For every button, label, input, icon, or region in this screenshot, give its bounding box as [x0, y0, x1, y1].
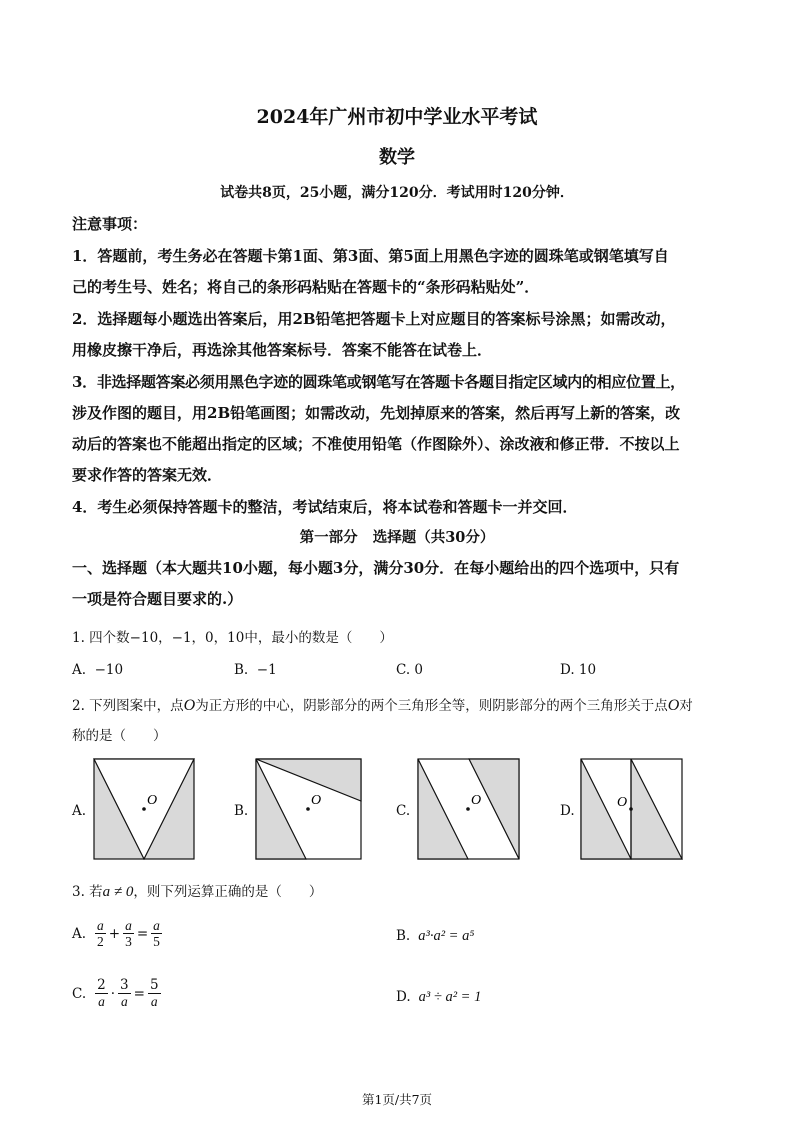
q2-var-o: O	[183, 697, 196, 714]
q3-text-b: ，则下列运算正确的是（ ）	[133, 884, 323, 900]
q2-c-point-label: O	[471, 793, 482, 808]
q2-d-center-point	[629, 807, 633, 811]
q1-prefix: 1. 四个数	[72, 630, 130, 646]
q3-c-frac-2	[118, 978, 131, 1009]
q3-c-den-2: a	[120, 994, 128, 1009]
q3-option-d-expr: a³ ÷ a² = 1	[418, 989, 482, 1005]
q3-option-b-label: B.	[396, 928, 411, 944]
question-2-stem-line-2: 称的是（ ）	[72, 728, 167, 744]
note-1-line-2: 己的考生号、姓名；将自己的条形码粘贴在答题卡的“条形码粘贴处”．	[72, 278, 540, 296]
section-instruction-line-1: 一、选择题（本大题共10小题，每小题3分，满分30分．在每小题给出的四个选项中，只有	[72, 559, 680, 577]
q3-c-den-3: a	[150, 994, 158, 1009]
q1-option-b: B. −1	[234, 662, 277, 678]
q2-figure-d	[580, 758, 684, 860]
q3-a-den-2: 3	[125, 934, 132, 949]
q3-option-a	[72, 918, 163, 949]
q2-d-point-label: O	[617, 795, 628, 810]
q3-a-den-3: 5	[153, 934, 160, 949]
q3-option-c	[72, 978, 162, 1009]
q3-a-frac-3	[151, 918, 162, 949]
q2-figure-c	[417, 758, 521, 860]
q2-a-center-point	[142, 807, 146, 811]
section-instruction-line-2: 一项是符合题目要求的.）	[72, 590, 243, 608]
q2-b-point-label: O	[311, 793, 322, 808]
q3-option-b-expr: a³·a² = a⁵	[418, 928, 475, 944]
q3-c-num-1: 2	[97, 977, 106, 993]
q3-c-equals: =	[133, 985, 145, 1002]
q3-c-frac-3	[148, 978, 161, 1009]
notes-heading: 注意事项：	[72, 215, 148, 233]
q3-a-den-1: 2	[97, 934, 104, 949]
q2-text-b: 为正方形的中心，阴影部分的两个三角形全等，则阴影部分的两个三角形关于点	[195, 698, 668, 714]
q1-numbers: −10，−1，0，10	[129, 630, 245, 646]
note-3-line-1: 3．非选择题答案必须用黑色字迹的圆珠笔或钢笔写在答题卡各题目指定区域内的相应位置上，	[72, 373, 685, 391]
q2-b-center-point	[306, 807, 310, 811]
q3-c-den-1: a	[98, 994, 105, 1009]
q2-option-c-label: C.	[396, 803, 411, 819]
q3-a-plus: +	[108, 925, 121, 942]
q3-option-c-label: C.	[72, 985, 87, 1002]
q1-suffix: 中，最小的数是（ ）	[244, 630, 393, 646]
q3-a-num-2: a	[125, 918, 132, 933]
q3-option-a-label: A.	[72, 925, 87, 942]
q1-option-c: C. 0	[396, 662, 424, 678]
q2-var-o-2: O	[667, 697, 680, 714]
part1-heading: 第一部分 选择题（共30分）	[299, 529, 495, 546]
q3-c-num-3: 5	[149, 977, 159, 993]
q1-option-d: D. 10	[560, 662, 597, 678]
question-1-stem	[72, 626, 393, 646]
exam-title: 2024年广州市初中学业水平考试	[256, 106, 538, 128]
q2-a-point-label: O	[147, 793, 158, 808]
note-3-line-4: 要求作答的答案无效．	[72, 466, 223, 484]
q3-a-num-1: a	[97, 918, 104, 933]
q3-a-frac-1	[95, 918, 106, 949]
q1-option-a: A. −10	[72, 662, 124, 678]
q3-text-a: 3. 若	[72, 884, 103, 900]
exam-subject: 数学	[379, 147, 415, 168]
q2-figure-a	[93, 758, 195, 860]
q2-option-d-label: D.	[560, 803, 575, 819]
q2-c-center-point	[466, 807, 470, 811]
note-2-line-1: 2．选择题每小题选出答案后，用2B铅笔把答题卡上对应题目的答案标号涂黑；如需改动，	[72, 310, 676, 328]
note-4-line-1: 4．考生必须保持答题卡的整洁，考试结束后，将本试卷和答题卡一并交回．	[72, 498, 578, 516]
q3-a-num-3: a	[153, 918, 160, 933]
note-2-line-2: 用橡皮擦干净后，再选涂其他答案标号．答案不能答在试卷上．	[72, 341, 493, 359]
exam-info: 试卷共8页，25小题，满分120分．考试用时120分钟．	[220, 185, 574, 201]
q2-option-a-label: A.	[72, 803, 87, 819]
q3-option-d	[396, 989, 481, 1006]
q3-c-num-2: 3	[120, 977, 129, 993]
q3-condition: a ≠ 0	[102, 884, 134, 900]
q2-figure-b	[255, 758, 363, 860]
note-1-line-1: 1．答题前，考生务必在答题卡第1面、第3面、第5面上用黑色字迹的圆珠笔或钢笔填写自	[72, 247, 669, 265]
q3-option-d-label: D.	[396, 989, 411, 1005]
question-2-stem-line-1	[72, 694, 693, 715]
q3-c-dot: ·	[110, 985, 116, 1002]
note-3-line-3: 动后的答案也不能超出指定的区域；不准使用铅笔（作图除外）、涂改液和修正带．不按以上	[72, 435, 680, 453]
note-3-line-2: 涉及作图的题目，用2B铅笔画图；如需改动，先划掉原来的答案，然后再写上新的答案，改	[72, 404, 681, 422]
q3-option-b	[396, 928, 474, 945]
q2-text-a: 2. 下列图案中，点	[72, 698, 184, 714]
q2-option-b-label: B.	[234, 803, 249, 819]
q2-text-c: 对	[679, 698, 693, 714]
q3-a-equals: =	[136, 925, 149, 942]
question-3-stem	[72, 880, 322, 901]
page-number: 第1页/共7页	[361, 1092, 433, 1107]
q3-c-frac-1	[95, 978, 108, 1009]
q3-a-frac-2	[123, 918, 134, 949]
